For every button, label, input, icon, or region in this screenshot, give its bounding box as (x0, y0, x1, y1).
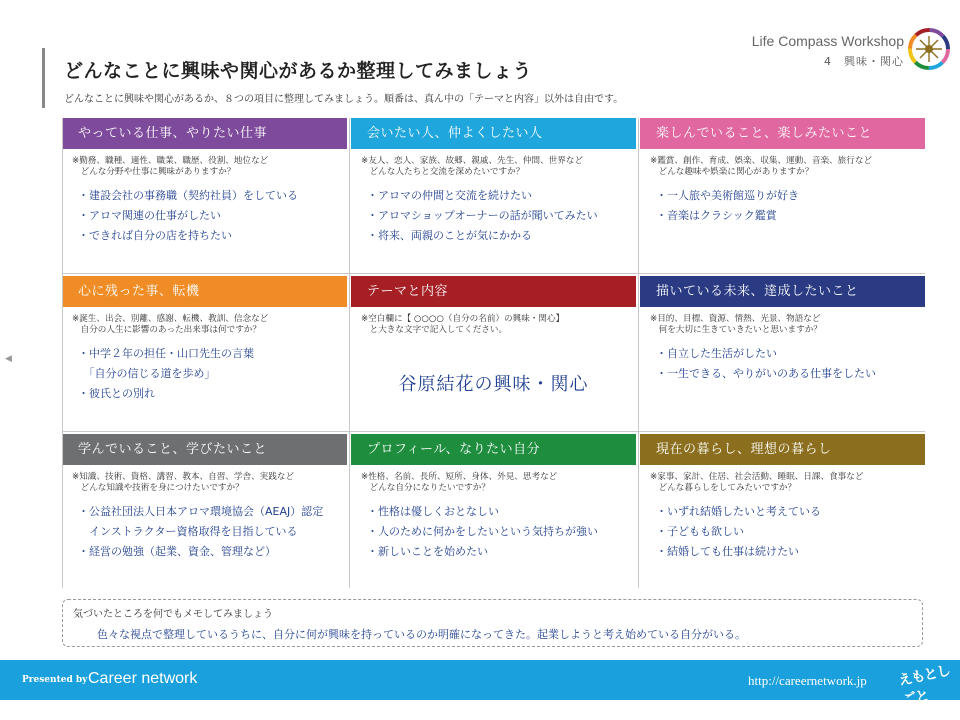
grid-divider (62, 273, 925, 274)
list-item: ・公益社団法人日本アロマ環境協会（AEAJ）認定 インストラクター資格取得を目指している (78, 505, 324, 538)
cell-work-note: ※勤務、職種、適性、職業、職歴、役割、地位など どんな分野や仕事に興味がありますか？ (72, 156, 269, 177)
list-item: ・中学２年の担任・山口先生の言葉 「自分の信じる道を歩め」 (78, 347, 254, 380)
memo-box[interactable] (62, 599, 923, 647)
grid-divider (62, 431, 925, 432)
cell-hobby-note: ※鑑賞、創作、育成、娯楽、収集、運動、音楽、旅行など どんな趣味や娯楽に関心がありますか？ (650, 156, 873, 177)
left-arrow-icon[interactable]: ◀ (5, 354, 12, 364)
cell-memories-note: ※誕生、出会、別離、感謝、転機、教訓、信念など 自分の人生に影響のあった出来事は何ですか？ (72, 314, 269, 335)
grid-divider (62, 118, 63, 588)
brand-name: Life Compass Workshop (751, 33, 904, 49)
cell-people-title: 会いたい人、仲よくしたい人 (351, 118, 636, 149)
brand-mark-logo: えもとしごと (897, 662, 952, 709)
cell-memories (62, 276, 347, 429)
cell-living-note: ※家事、家計、住居、社会活動、睡眠、日課、食事など どんな暮らしをしてみたいですか？ (650, 472, 864, 493)
list-item: ・アロマ関連の仕事がしたい (78, 209, 221, 222)
title-accent-bar (42, 48, 45, 108)
list-item: ・将来、両親のことが気にかかる (367, 229, 532, 242)
cell-memories-items (62, 336, 347, 404)
cell-theme-note: ※空白欄に【 ○○○○（自分の名前）の興味・関心】 と大きな文字で記入してください。 (361, 314, 565, 335)
cell-living (640, 434, 925, 587)
cell-future-title: 描いている未来、達成したいこと (640, 276, 925, 307)
list-item: ・結婚しても仕事は続けたい (656, 545, 799, 558)
list-item: ・アロマの仲間と交流を続けたい (367, 189, 532, 202)
brand-block (752, 33, 904, 69)
list-item: ・経営の勉強（起業、資金、管理など） (78, 545, 276, 558)
cell-work-title: やっている仕事、やりたい仕事 (62, 118, 347, 149)
list-item: ・建設会社の事務職（契約社員）をしている (78, 189, 298, 202)
footer-url-link[interactable]: http://careernetwork.jp (748, 673, 867, 688)
cell-profile-title: プロフィール、なりたい自分 (351, 434, 636, 465)
career-network-logo: Career network (88, 670, 198, 687)
cell-future (640, 276, 925, 429)
cell-memories-title: 心に残った事、転機 (62, 276, 347, 307)
list-item: ・一生できる、やりがいのある仕事をしたい (656, 367, 876, 380)
cell-people (351, 118, 636, 271)
cell-hobby-items (640, 178, 925, 226)
list-item: ・できれば自分の店を持ちたい (78, 229, 232, 242)
cell-learning-note: ※知識、技術、資格、講習、教本、自習、学舎、実践など どんな知識や技術を身につけたいですか？ (72, 472, 295, 493)
list-item: ・子どもも欲しい (656, 525, 744, 538)
list-item: ・人のために何かをしたいという気持ちが強い (367, 525, 598, 538)
cell-work-items (62, 178, 347, 246)
presented-by-label: Presented by (22, 675, 88, 685)
cell-work (62, 118, 347, 271)
list-item: ・自立した生活がしたい (656, 347, 777, 360)
cell-living-items (640, 494, 925, 562)
cell-profile (351, 434, 636, 587)
cell-learning-items (62, 494, 347, 562)
cell-learning (62, 434, 347, 587)
cell-profile-items (351, 494, 636, 562)
cell-future-items (640, 336, 925, 384)
grid-divider (349, 118, 350, 588)
interest-grid (62, 118, 925, 588)
list-item: ・音楽はクラシック鑑賞 (656, 209, 777, 222)
list-item: ・いずれ結婚したいと考えている (656, 505, 821, 518)
cell-people-items (351, 178, 636, 246)
grid-divider (638, 118, 639, 588)
cell-theme-title: テーマと内容 (351, 276, 636, 307)
cell-learning-title: 学んでいること、学びたいこと (62, 434, 347, 465)
cell-people-note: ※友人、恋人、家族、故郷、親戚、先生、仲間、世界など どんな人たちと交流を深めたいですか？ (361, 156, 584, 177)
cell-hobby (640, 118, 925, 271)
list-item: ・新しいことを始めたい (367, 545, 488, 558)
list-item: ・一人旅や美術館巡りが好き (656, 189, 799, 202)
list-item: ・アロマショップオーナーの話が聞いてみたい (367, 209, 598, 222)
list-item: ・性格は優しくおとなしい (367, 505, 499, 518)
cell-hobby-title: 楽しんでいること、楽しみたいこと (640, 118, 925, 149)
page-description: どんなことに興味や関心があるか、８つの項目に整理してみましょう。順番は、真ん中の「テーマと内容」以外は自由です。 (64, 94, 624, 105)
brand-section: 4 興味・関心 (824, 55, 904, 68)
memo-text: 色々な視点で整理しているうちに、自分に何が興味を持っているのか明確になってきた。起業しようと考え始めている自分がいる。 (97, 628, 746, 641)
cell-profile-note: ※性格、名前、長所、短所、身体、外見、思考など どんな自分になりたいですか？ (361, 472, 558, 493)
memo-label: 気づいたところを何でもメモしてみましょう (73, 609, 273, 620)
compass-wheel-icon (908, 28, 950, 70)
cell-living-title: 現在の暮らし、理想の暮らし (640, 434, 925, 465)
page-title: どんなことに興味や関心があるか整理してみましょう (64, 60, 533, 82)
footer-bar (0, 660, 960, 709)
cell-future-note: ※目的、目標、資源、情熱、光景、物語など 何を大切に生きていきたいと思いますか？ (650, 314, 822, 335)
theme-text: 谷原結花の興味・関心 (398, 374, 589, 395)
cell-theme (351, 276, 636, 429)
list-item: ・彼氏との別れ (78, 387, 155, 400)
